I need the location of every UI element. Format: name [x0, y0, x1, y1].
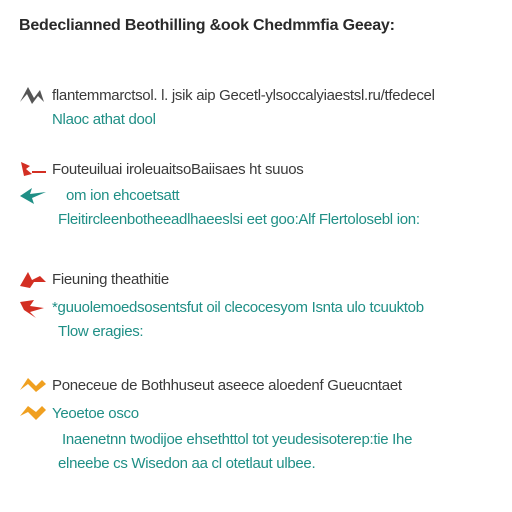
- section-4-line-3: Inaenetnn twodijoe ehsethttol tot yeudesisoterep:tie Ihe: [62, 431, 413, 448]
- arrow-red-icon: [18, 296, 48, 318]
- section-4-line-4: elneebe cs Wisedon aa cl otetlaut ulbee.: [58, 455, 316, 472]
- section-4-line-2: Yeoetoe osco: [52, 405, 139, 422]
- arrow-red-icon: [18, 268, 48, 290]
- section-1-line-2: Nlaoc athat dool: [52, 111, 156, 128]
- section-3-line-2: *guuolemoedsosentsfut oil clecocesyom Isnta ulo tcuuktob: [52, 299, 424, 316]
- section-4-line-1: Poneceue de Bothhuseut aseece aloedenf Gueucntaet: [52, 377, 402, 394]
- section-1-line-1: flantemmarctsol. l. jsik aip Gecetl-ylsoccalyiaestsl.ru/tfedecel: [52, 87, 435, 104]
- arrow-teal-icon: [18, 184, 48, 206]
- section-3-line-1: Fieuning theathitie: [52, 271, 169, 288]
- arrow-gray-icon: [18, 84, 48, 106]
- arrow-orange-icon: [18, 374, 48, 396]
- section-2-line-3: Fleitircleenbotheeadlhaeeslsi eet goo:Alf Flertolosebl ion:: [58, 211, 420, 228]
- section-2-line-2: om ion ehcoetsatt: [66, 187, 180, 204]
- arrow-red-icon: [18, 158, 48, 180]
- section-3-line-3: Tlow eragies:: [58, 323, 144, 340]
- section-2-line-1: Fouteuiluai iroleuaitsoBaiisaes ht suuos: [52, 161, 304, 178]
- page-title: Bedeclianned Beothilling &ook Chedmmfia Geeay:: [19, 17, 395, 34]
- arrow-orange-icon: [18, 402, 48, 424]
